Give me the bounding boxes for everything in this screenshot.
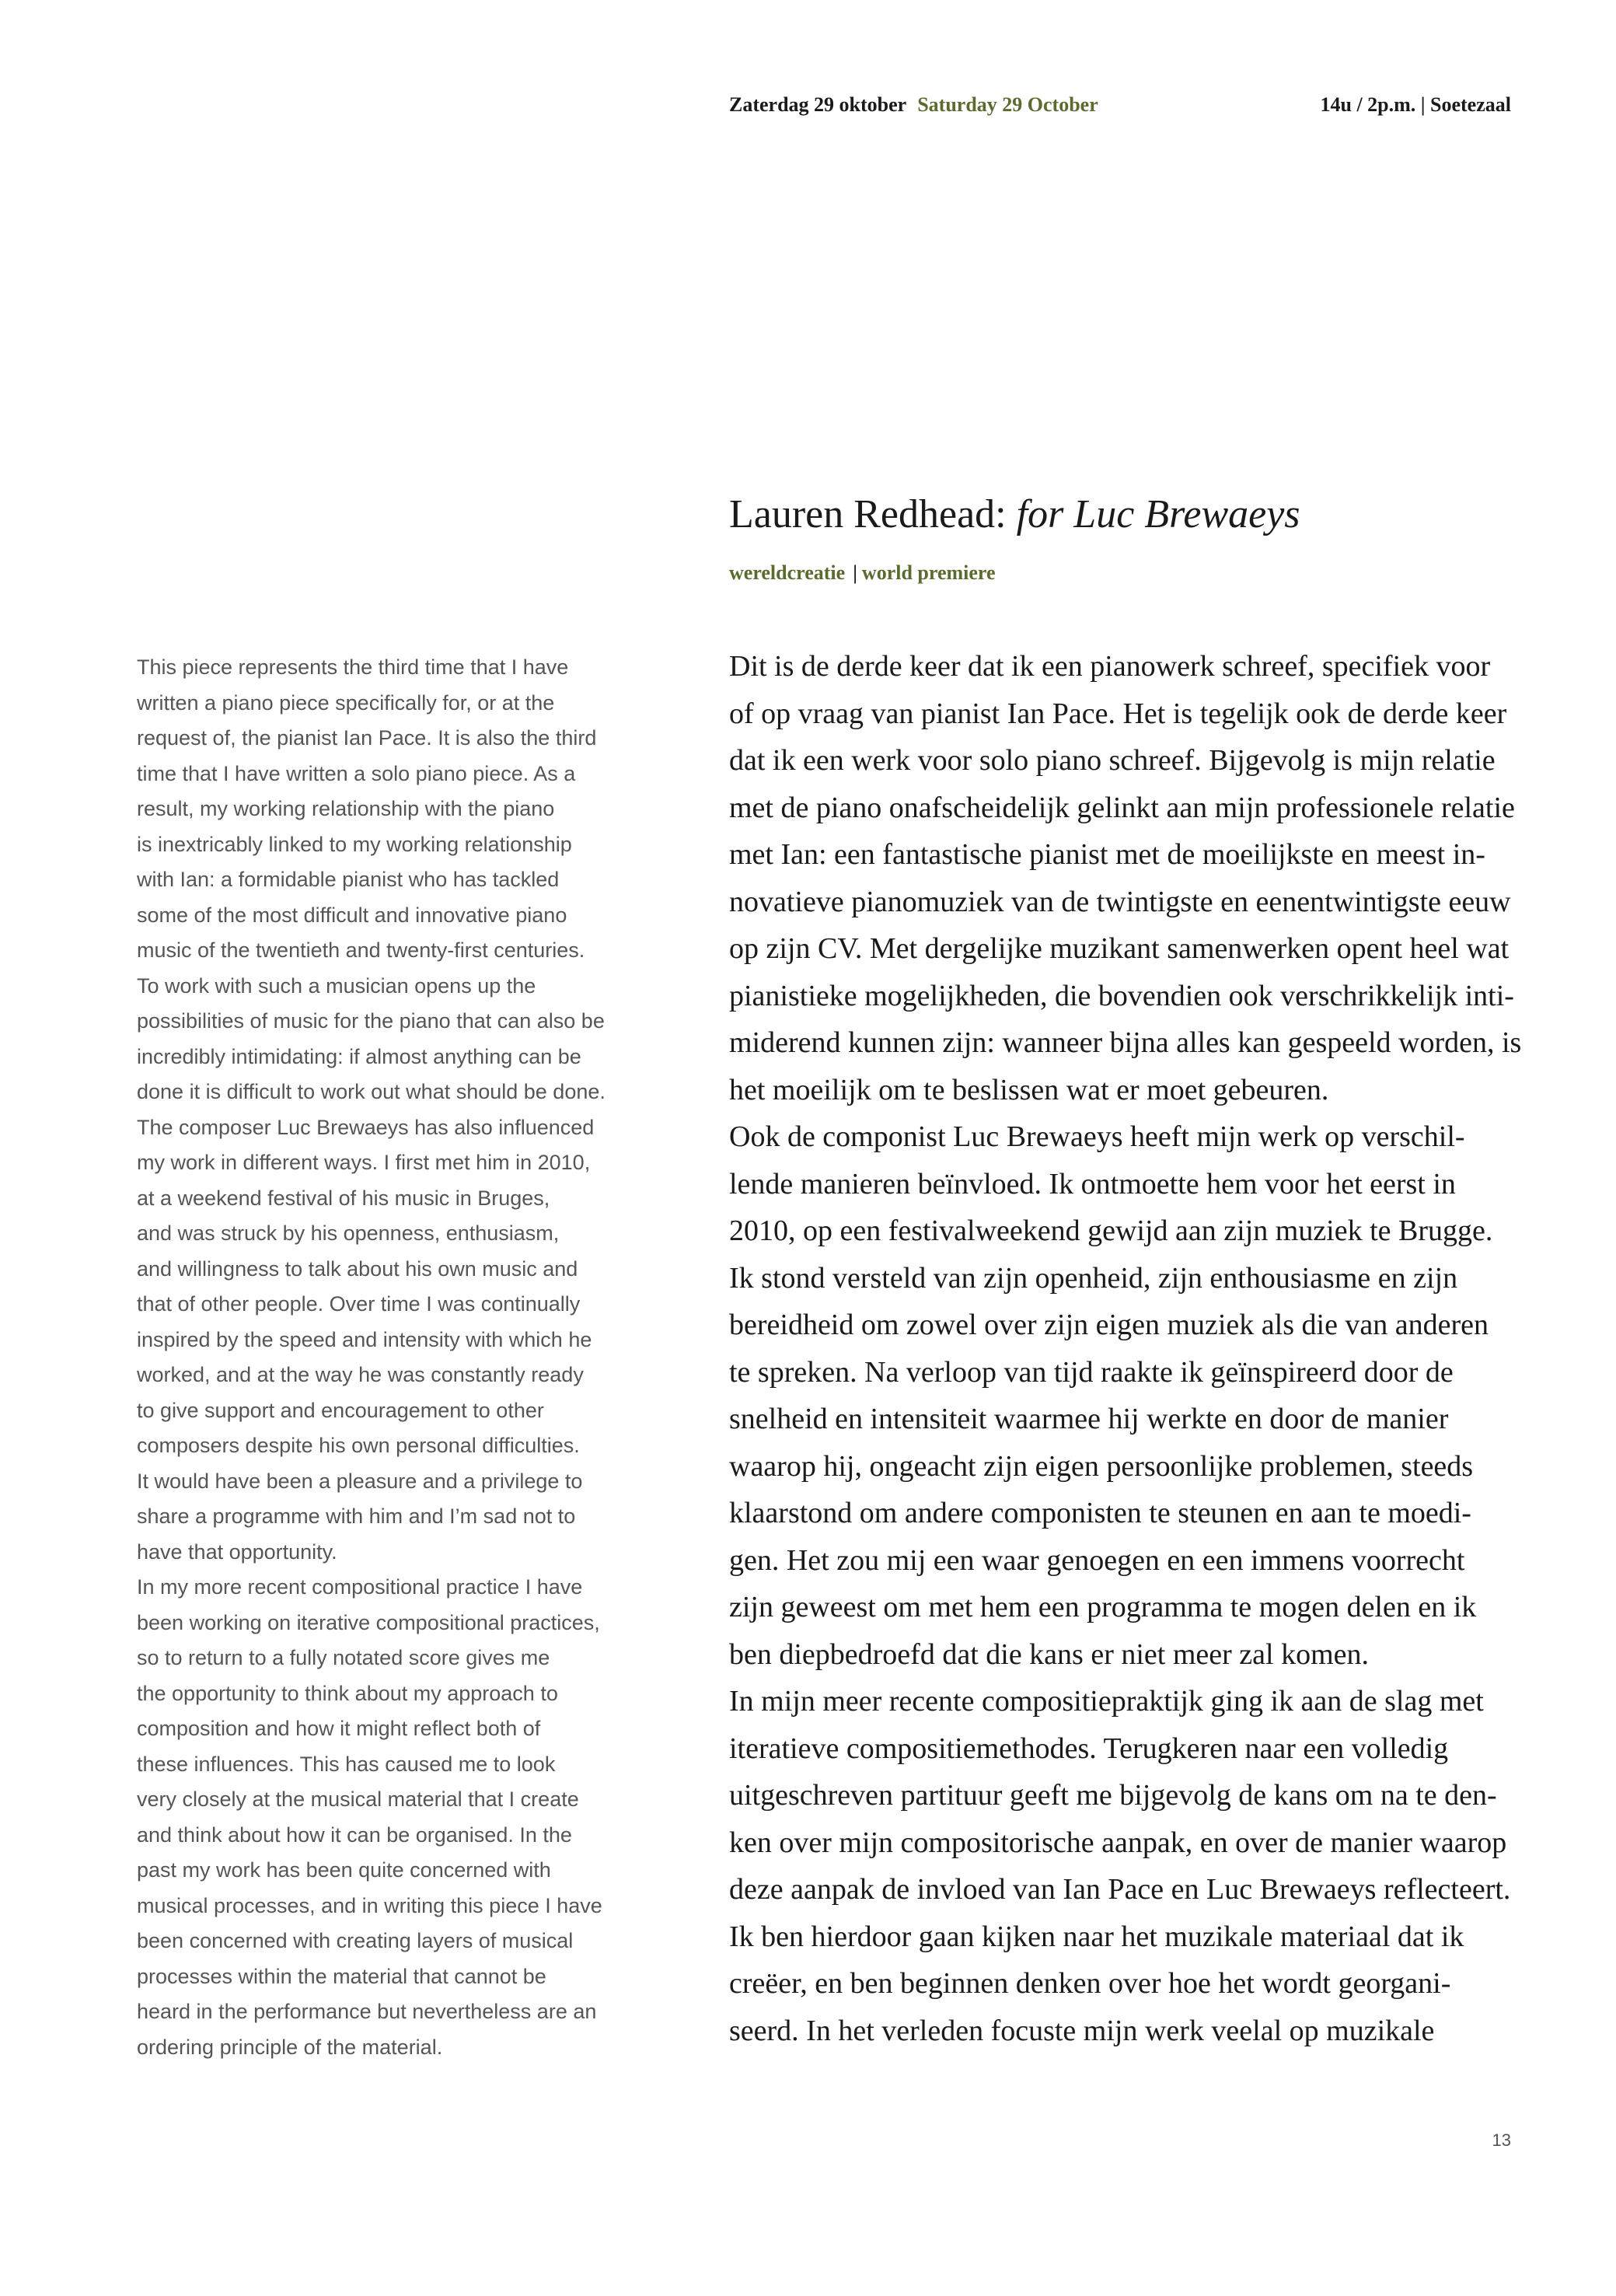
text-line: possibilities of music for the piano that can also be — [137, 1009, 605, 1033]
premiere-english: world premiere — [861, 561, 996, 584]
text-line: been concerned with creating layers of musical — [137, 1929, 574, 1952]
text-line: In my more recent compositional practice I have — [137, 1575, 583, 1599]
text-line: heard in the performance but nevertheless are an — [137, 2000, 597, 2023]
separator: | — [853, 561, 857, 584]
text-line: novatieve pianomuziek van de twintigste en eenentwintigste eeuw — [729, 885, 1511, 918]
premiere-dutch: wereldcreatie — [729, 561, 846, 584]
text-line: some of the most difficult and innovative piano — [137, 903, 567, 927]
text-line: It would have been a pleasure and a privilege to — [137, 1469, 583, 1493]
text-line: dat ik een werk voor solo piano schreef. Bijgevolg is mijn relatie — [729, 744, 1496, 777]
text-line: composition and how it might reflect both of — [137, 1717, 541, 1740]
text-line: at a weekend festival of his music in Bruges, — [137, 1186, 550, 1210]
text-line: This piece represents the third time that I have — [137, 655, 569, 679]
work-title: for Luc Brewaeys — [1016, 492, 1300, 536]
text-line: te spreken. Na verloop van tijd raakte ik geïnspireerd door de — [729, 1355, 1454, 1389]
text-line: to give support and encouragement to other — [137, 1398, 544, 1422]
page-number: 13 — [1492, 2130, 1511, 2150]
text-line: uitgeschreven partituur geeft me bijgevolg de kans om na te den- — [729, 1779, 1497, 1812]
date-dutch: Zaterdag 29 oktober — [729, 93, 907, 116]
text-line: Ook de componist Luc Brewaeys heeft mijn werk op verschil- — [729, 1120, 1465, 1153]
text-line: music of the twentieth and twenty-first centuries. — [137, 938, 585, 962]
text-line: zijn geweest om met hem een programma te mogen delen en ik — [729, 1591, 1477, 1623]
text-line: bereidheid om zowel over zijn eigen muziek als die van anderen — [729, 1309, 1489, 1341]
header-date — [729, 93, 1098, 117]
text-line: seerd. In het verleden focuste mijn werk veelal op muzikale — [729, 2014, 1435, 2047]
text-line: done it is difficult to work out what should be done. — [137, 1080, 606, 1103]
date-english: Saturday 29 October — [917, 93, 1098, 116]
text-line: very closely at the musical material that I create — [137, 1788, 579, 1811]
text-line: and was struck by his openness, enthusiasm, — [137, 1221, 560, 1245]
text-line: time that I have written a solo piano piece. As a — [137, 761, 576, 785]
text-line: ben diepbedroefd dat die kans er niet meer zal komen. — [729, 1637, 1369, 1671]
text-line: worked, and at the way he was constantly ready — [137, 1363, 584, 1386]
text-line: composers despite his own personal difficulties. — [137, 1434, 580, 1457]
text-line: written a piano piece specifically for, or at the — [137, 690, 555, 715]
text-line: iteratieve compositiemethodes. Terugkeren naar een volledig — [729, 1732, 1449, 1765]
text-line: lende manieren beïnvloed. Ik ontmoette hem voor het eerst in — [729, 1167, 1456, 1200]
text-line: share a programme with him and I’m sad not to — [137, 1504, 576, 1528]
page-header — [729, 93, 1511, 124]
text-line: met Ian: een fantastische pianist met de moeilijkste en meest in- — [729, 838, 1485, 871]
text-line: ken over mijn compositorische aanpak, en over de manier waarop — [729, 1826, 1507, 1859]
text-line: klaarstond om andere componisten te steunen en aan te moedi- — [729, 1497, 1471, 1529]
text-line: miderend kunnen zijn: wanneer bijna alles kan gespeeld worden, is — [729, 1026, 1522, 1059]
text-line: incredibly intimidating: if almost anything can be — [137, 1044, 581, 1068]
text-line: with Ian: a formidable pianist who has tackled — [137, 868, 560, 891]
text-line: processes within the material that cannot be — [137, 1964, 546, 1988]
header-time-location: 14u / 2p.m. | Soetezaal — [1320, 93, 1511, 116]
text-line: Ik ben hierdoor gaan kijken naar het muzikale materiaal dat ik — [729, 1920, 1464, 1953]
composer-name: Lauren Redhead: — [729, 492, 1017, 536]
text-line: met de piano onafscheidelijk gelinkt aan mijn professionele relatie — [729, 791, 1515, 824]
text-line: Ik stond versteld van zijn openheid, zijn enthousiasme en zijn — [729, 1261, 1458, 1295]
text-line: inspired by the speed and intensity with which he — [137, 1327, 592, 1351]
text-line: request of, the pianist Ian Pace. It is also the third — [137, 726, 597, 750]
text-line: creëer, en ben beginnen denken over hoe het wordt georgani- — [729, 1967, 1451, 2000]
premiere-label — [729, 561, 1511, 585]
text-line: op zijn CV. Met dergelijke muzikant samenwerken opent heel wat — [729, 932, 1510, 965]
text-line: musical processes, and in writing this piece I have — [137, 1893, 602, 1917]
text-line: of op vraag van pianist Ian Pace. Het is tegelijk ook de derde keer — [729, 697, 1507, 730]
text-line: snelheid en intensiteit waarmee hij werkte en door de manier — [729, 1403, 1449, 1435]
english-text-column — [137, 650, 673, 2065]
text-line: that of other people. Over time I was continually — [137, 1292, 581, 1316]
text-line: 2010, op een festivalweekend gewijd aan zijn muziek te Brugge. — [729, 1214, 1493, 1247]
text-line: these influences. This has caused me to look — [137, 1752, 556, 1776]
text-line: and think about how it can be organised. In the — [137, 1822, 572, 1847]
text-line: The composer Luc Brewaeys has also influenced — [137, 1115, 595, 1139]
text-line: To work with such a musician opens up the — [137, 973, 536, 998]
text-line: gen. Het zou mij een waar genoegen en een immens voorrecht — [729, 1543, 1465, 1577]
text-line: my work in different ways. I first met him in 2010, — [137, 1151, 591, 1174]
text-line: have that opportunity. — [137, 1539, 337, 1564]
text-line: so to return to a fully notated score gives me — [137, 1646, 550, 1669]
text-line: waarop hij, ongeacht zijn eigen persoonlijke problemen, steeds — [729, 1449, 1474, 1483]
text-line: been working on iterative compositional practices, — [137, 1610, 600, 1634]
text-line: past my work has been quite concerned with — [137, 1858, 551, 1882]
text-line: pianistieke mogelijkheden, die bovendien ook verschrikkelijk inti- — [729, 979, 1514, 1012]
text-line: In mijn meer recente compositiepraktijk ging ik aan de slag met — [729, 1685, 1484, 1718]
text-line: is inextricably linked to my working relationship — [137, 832, 572, 856]
text-line: Dit is de derde keer dat ik een pianowerk schreef, specifiek voor — [729, 650, 1491, 683]
text-line: ordering principle of the material. — [137, 2035, 443, 2059]
page-title — [729, 491, 1511, 537]
text-line: het moeilijk om te beslissen wat er moet gebeuren. — [729, 1073, 1329, 1106]
text-line: deze aanpak de invloed van Ian Pace en Luc Brewaeys reflecteert. — [729, 1873, 1511, 1906]
text-line: the opportunity to think about my approach to — [137, 1681, 558, 1705]
text-line: result, my working relationship with the piano — [137, 797, 555, 820]
dutch-text-column — [729, 643, 1522, 2054]
text-line: and willingness to talk about his own music and — [137, 1256, 578, 1281]
